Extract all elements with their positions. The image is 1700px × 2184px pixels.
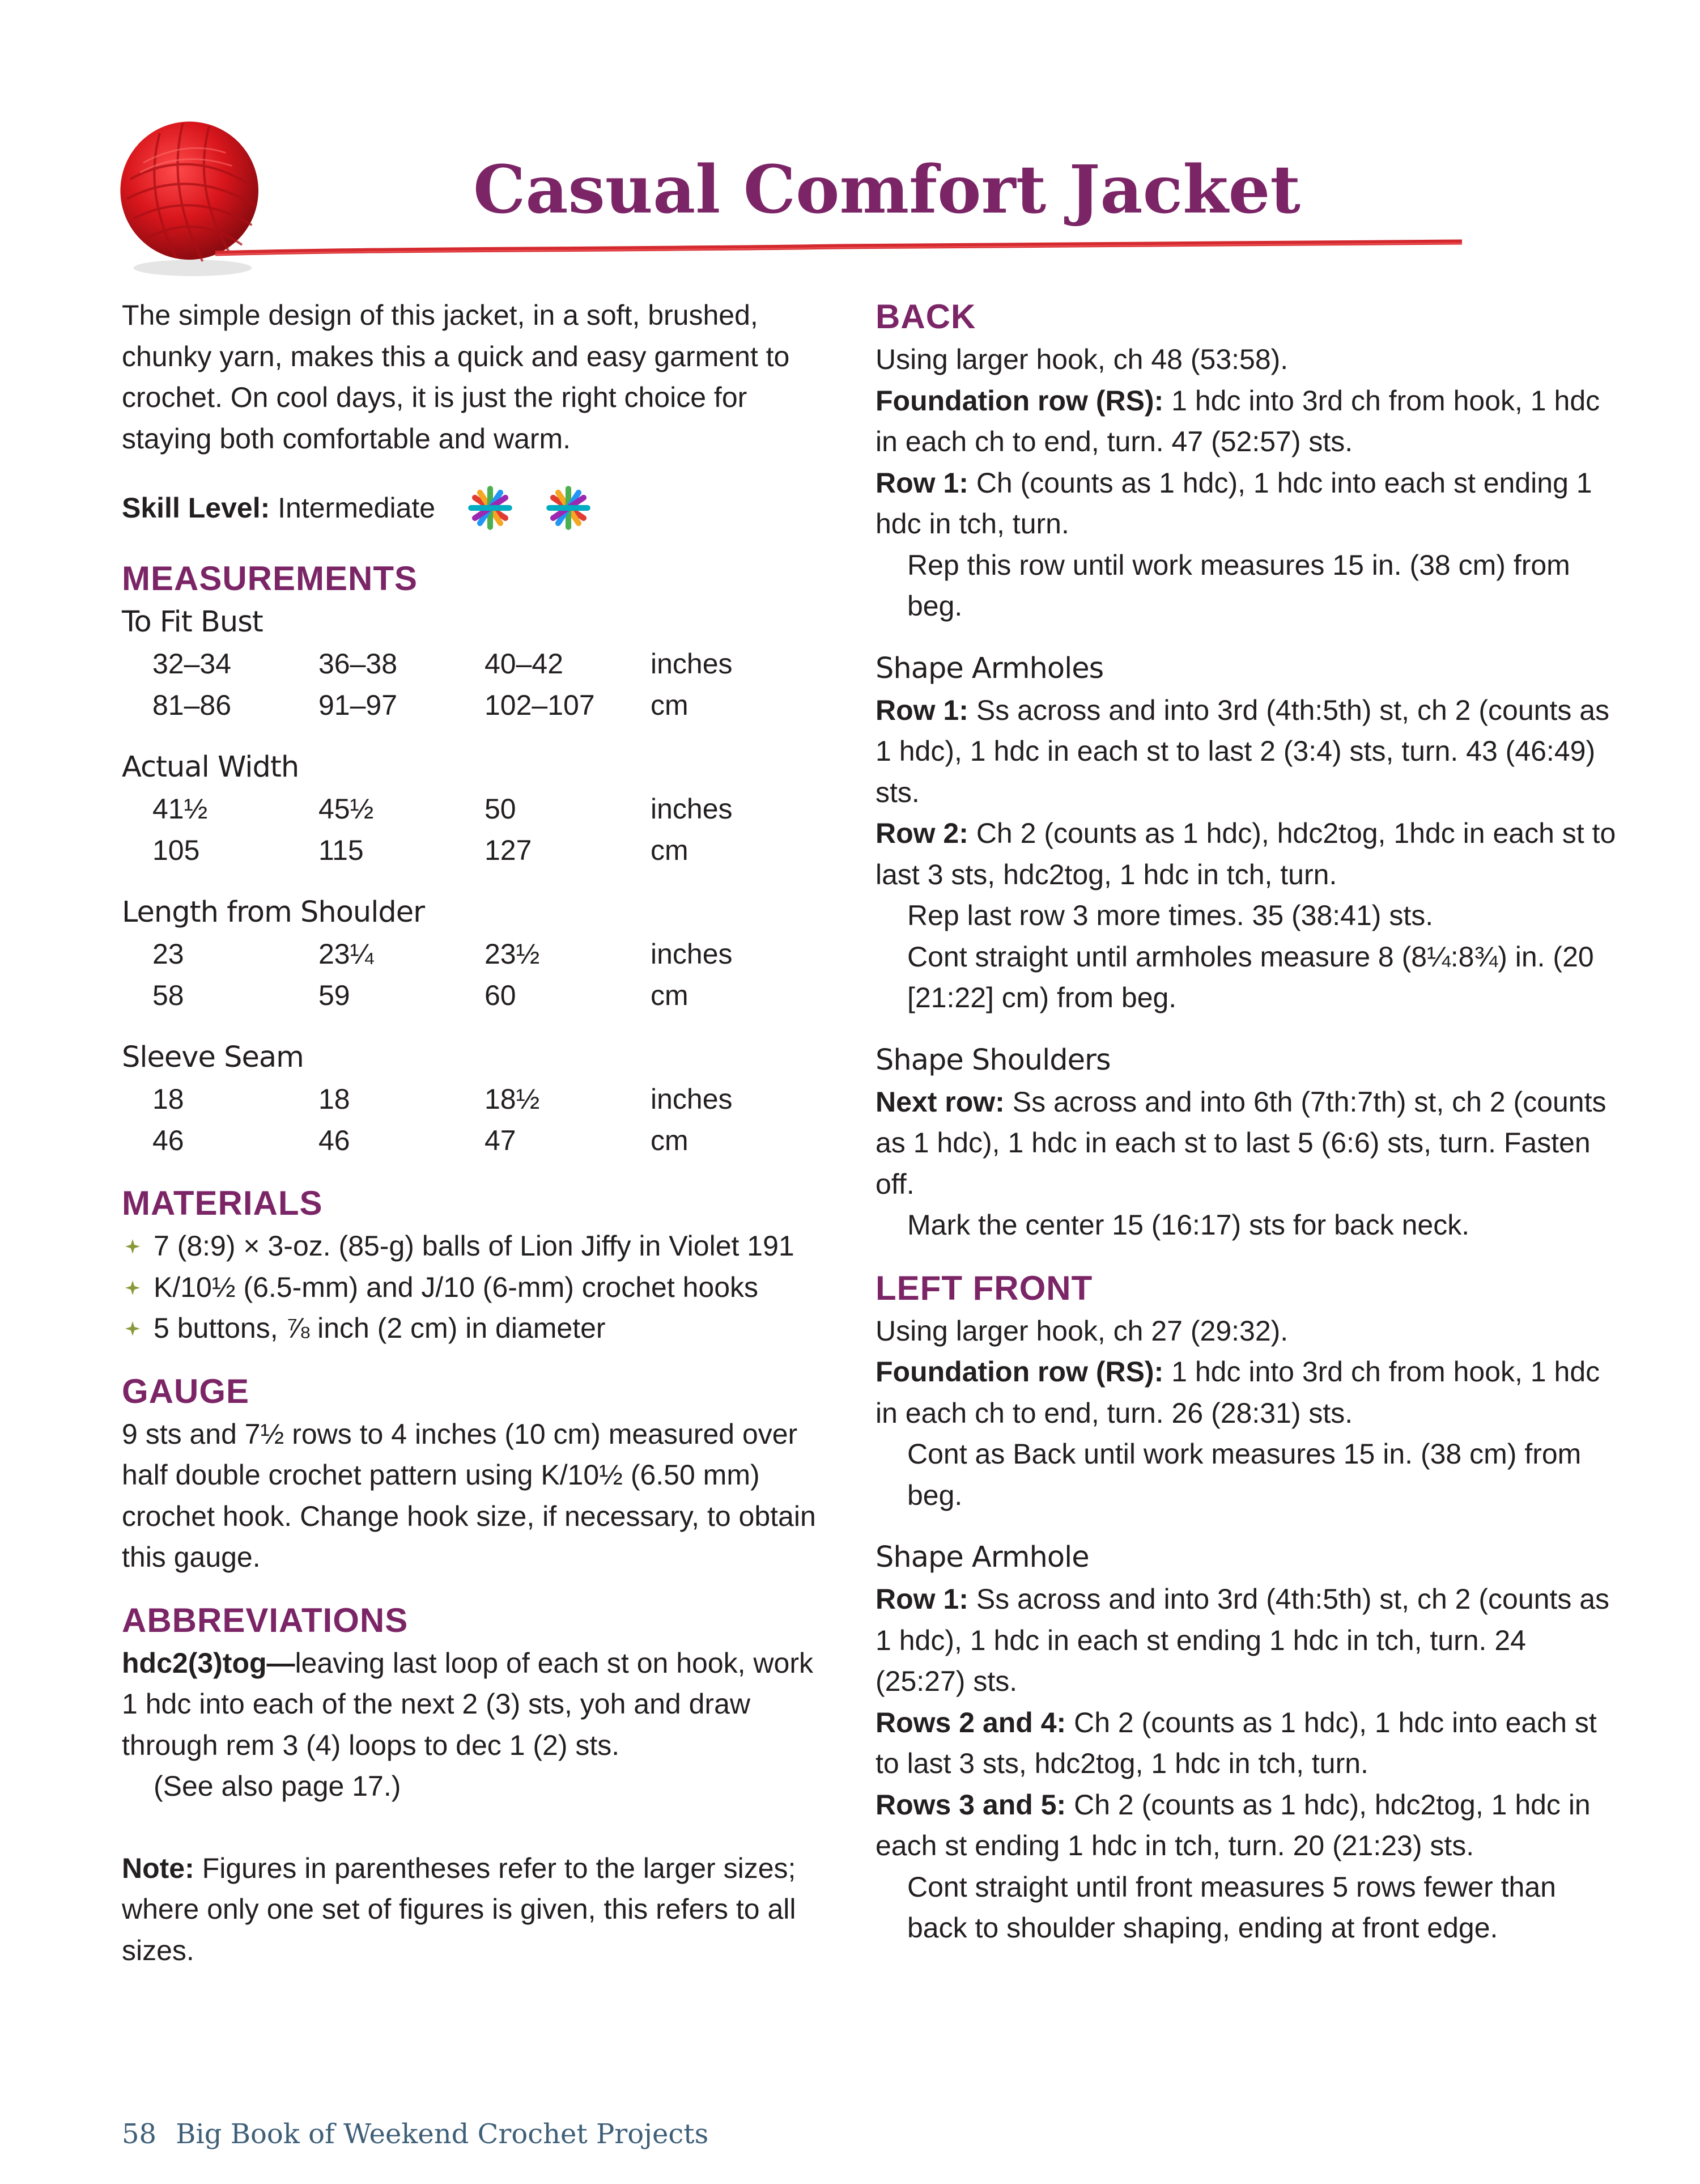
row-text: Ss across and into 3rd (4th:5th) st, ch 2 (counts as 1 hdc), 1 hdc in each st to last 2 (3:4) sts, turn. 43 (46:49) sts. <box>876 694 1610 808</box>
table-cell: 41½ <box>152 793 208 825</box>
instruction-paragraph <box>876 380 1624 463</box>
row-label: Foundation row (RS): <box>876 384 1164 417</box>
table-cell: 18 <box>318 1083 350 1115</box>
material-text: 5 buttons, ⅞ inch (2 cm) in diameter <box>154 1312 606 1344</box>
instruction-paragraph: Mark the center 15 (16:17) sts for back neck. <box>907 1209 1470 1241</box>
right-column <box>876 295 1624 1949</box>
table-cell: 36–38 <box>318 648 398 680</box>
back-heading: BACK <box>876 298 976 336</box>
bullet-icon <box>125 1239 140 1254</box>
table-cell: 46 <box>318 1124 350 1156</box>
skill-label: Skill Level: <box>122 491 270 524</box>
intro-paragraph: The simple design of this jacket, in a soft, brushed, chunky yarn, makes this a quick and easy garment to crochet. On cool days, it is just the right choice for staying both comfortable and warm. <box>122 299 790 455</box>
note-paragraph <box>122 1848 830 1971</box>
abbreviation-entry <box>122 1643 830 1766</box>
row-text: Ss across and into 3rd (4th:5th) st, ch 2 (counts as 1 hdc), 1 hdc in each st ending 1 hdc in tch, turn. 24 (25:27) sts. <box>876 1583 1610 1697</box>
table-cell: 18 <box>152 1083 184 1115</box>
row-label: Row 1: <box>876 467 968 499</box>
table-cell: 115 <box>318 834 364 866</box>
skill-level-icon <box>465 482 516 533</box>
instruction-paragraph: Using larger hook, ch 48 (53:58). <box>876 343 1289 375</box>
note-label: Note: <box>122 1852 194 1884</box>
row-label: Row 1: <box>876 694 968 726</box>
shape-armhole-heading: Shape Armhole <box>876 1541 1089 1574</box>
see-also-text: (See also page 17.) <box>154 1770 401 1802</box>
table-cell: 59 <box>318 979 350 1011</box>
table-cell: 18½ <box>484 1083 540 1115</box>
table-cell: 81–86 <box>152 689 232 721</box>
table-cell: inches <box>651 648 733 680</box>
instruction-paragraph <box>876 690 1624 813</box>
instruction-paragraph <box>876 1702 1624 1784</box>
left-column <box>122 295 830 1971</box>
table-cell: 46 <box>152 1124 184 1156</box>
bullet-icon <box>125 1321 140 1336</box>
materials-list <box>122 1225 830 1349</box>
bullet-icon <box>125 1280 140 1295</box>
table-cell: 23½ <box>484 938 540 970</box>
row-label: Next row: <box>876 1085 1005 1118</box>
table-cell: 102–107 <box>484 689 595 721</box>
measurement-table <box>122 788 830 871</box>
instruction-paragraph <box>876 1579 1624 1702</box>
row-label: Rows 3 and 5: <box>876 1788 1066 1821</box>
row-text: Ch 2 (counts as 1 hdc), 1 hdc into each st to last 3 sts, hdc2tog, 1 hdc in tch, turn. <box>876 1706 1597 1779</box>
skill-value: Intermediate <box>278 491 436 524</box>
abbreviations-heading: ABBREVIATIONS <box>122 1601 409 1639</box>
measurements-heading: MEASUREMENTS <box>122 559 418 597</box>
row-label: Rows 2 and 4: <box>876 1706 1066 1738</box>
shape-shoulders-heading: Shape Shoulders <box>876 1043 1111 1077</box>
skill-level <box>122 480 830 536</box>
measurement-table <box>122 643 830 726</box>
row-text: Ch 2 (counts as 1 hdc), hdc2tog, 1hdc in each st to last 3 sts, hdc2tog, 1 hdc in tch, turn. <box>876 817 1616 890</box>
table-cell: inches <box>651 793 733 825</box>
measurement-group-title: Length from Shoulder <box>122 896 425 929</box>
table-cell: 40–42 <box>484 648 564 680</box>
material-text: 7 (8:9) × 3-oz. (85-g) balls of Lion Jiffy in Violet 191 <box>154 1230 794 1262</box>
row-label: Row 1: <box>876 1583 968 1615</box>
table-cell: 50 <box>484 793 516 825</box>
instruction-paragraph <box>876 1082 1624 1205</box>
row-text: Ch (counts as 1 hdc), 1 hdc into each st ending 1 hdc in tch, turn. <box>876 467 1592 540</box>
gauge-heading: GAUGE <box>122 1372 250 1410</box>
measurement-group-title: Actual Width <box>122 750 299 784</box>
table-cell: cm <box>651 689 688 721</box>
page-title: Casual Comfort Jacket <box>473 151 1300 228</box>
instruction-paragraph <box>876 1351 1624 1434</box>
gauge-text: 9 sts and 7½ rows to 4 inches (10 cm) measured over half double crochet pattern using K/10½ (6.50 mm) crochet hook. Change hook size, if necessary, to obtain this gauge. <box>122 1418 816 1573</box>
table-cell: cm <box>651 1124 688 1156</box>
table-cell: 45½ <box>318 793 374 825</box>
table-cell: inches <box>651 1083 733 1115</box>
instruction-paragraph: Using larger hook, ch 27 (29:32). <box>876 1314 1289 1347</box>
page-number: 58 <box>122 2118 157 2150</box>
note-text: Figures in parentheses refer to the larger sizes; where only one set of figures is given, this refers to all sizes. <box>122 1852 796 1966</box>
book-title: Big Book of Weekend Crochet Projects <box>176 2118 709 2150</box>
instruction-paragraph: Cont straight until armholes measure 8 (8¼:8¾) in. (20 [21:22] cm) from beg. <box>907 940 1594 1013</box>
table-cell: 58 <box>152 979 184 1011</box>
measurement-table <box>122 1079 830 1161</box>
table-cell: cm <box>651 979 688 1011</box>
table-cell: 23¼ <box>318 938 374 970</box>
instruction-paragraph: Cont as Back until work measures 15 in. (38 cm) from beg. <box>907 1438 1582 1511</box>
row-text: Ss across and into 6th (7th:7th) st, ch 2 (counts as 1 hdc), 1 hdc in each st to last 5 (6:6) sts, turn. Fasten off. <box>876 1085 1606 1200</box>
measurement-table <box>122 934 830 1016</box>
row-label: Row 2: <box>876 817 968 849</box>
measurement-group-title: To Fit Bust <box>122 605 263 639</box>
yarn-strand-rule <box>215 230 1462 264</box>
table-cell: inches <box>651 938 733 970</box>
table-cell: 105 <box>152 834 200 866</box>
table-cell: 32–34 <box>152 648 232 680</box>
instruction-paragraph <box>876 813 1624 895</box>
instruction-paragraph: Cont straight until front measures 5 rows fewer than back to shoulder shaping, ending at front edge. <box>907 1871 1556 1944</box>
materials-heading: MATERIALS <box>122 1184 323 1222</box>
instruction-paragraph: Rep this row until work measures 15 in. (38 cm) from beg. <box>907 549 1570 622</box>
instruction-paragraph <box>876 463 1624 545</box>
abbreviation-term: hdc2(3)tog— <box>122 1647 295 1679</box>
table-cell: 127 <box>484 834 532 866</box>
table-cell: 60 <box>484 979 516 1011</box>
instruction-paragraph: Rep last row 3 more times. 35 (38:41) sts. <box>907 900 1434 931</box>
row-text: 1 hdc into 3rd ch from hook, 1 hdc in each ch to end, turn. 47 (52:57) sts. <box>876 384 1600 457</box>
list-item <box>122 1267 830 1308</box>
measurement-group-title: Sleeve Seam <box>122 1041 304 1074</box>
table-cell: cm <box>651 834 688 866</box>
list-item <box>122 1308 830 1349</box>
table-cell: 91–97 <box>318 689 398 721</box>
material-text: K/10½ (6.5-mm) and J/10 (6-mm) crochet hooks <box>154 1271 759 1303</box>
instruction-paragraph <box>876 1784 1624 1867</box>
abbreviation-definition: leaving last loop of each st on hook, work 1 hdc into each of the next 2 (3) sts, yoh and draw through rem 3 (4) loops to dec 1 (2) sts. <box>122 1647 813 1761</box>
row-label: Foundation row (RS): <box>876 1356 1164 1388</box>
page-footer <box>122 2117 708 2151</box>
row-text: 1 hdc into 3rd ch from hook, 1 hdc in each ch to end, turn. 26 (28:31) sts. <box>876 1356 1600 1429</box>
shape-armholes-heading: Shape Armholes <box>876 651 1104 685</box>
skill-level-icon <box>543 482 594 533</box>
table-cell: 23 <box>152 938 184 970</box>
row-text: Ch 2 (counts as 1 hdc), hdc2tog, 1 hdc in each st ending 1 hdc in tch, turn. 20 (21:23) sts. <box>876 1788 1591 1861</box>
table-cell: 47 <box>484 1124 516 1156</box>
left-front-heading: LEFT FRONT <box>876 1269 1093 1307</box>
list-item <box>122 1225 830 1267</box>
